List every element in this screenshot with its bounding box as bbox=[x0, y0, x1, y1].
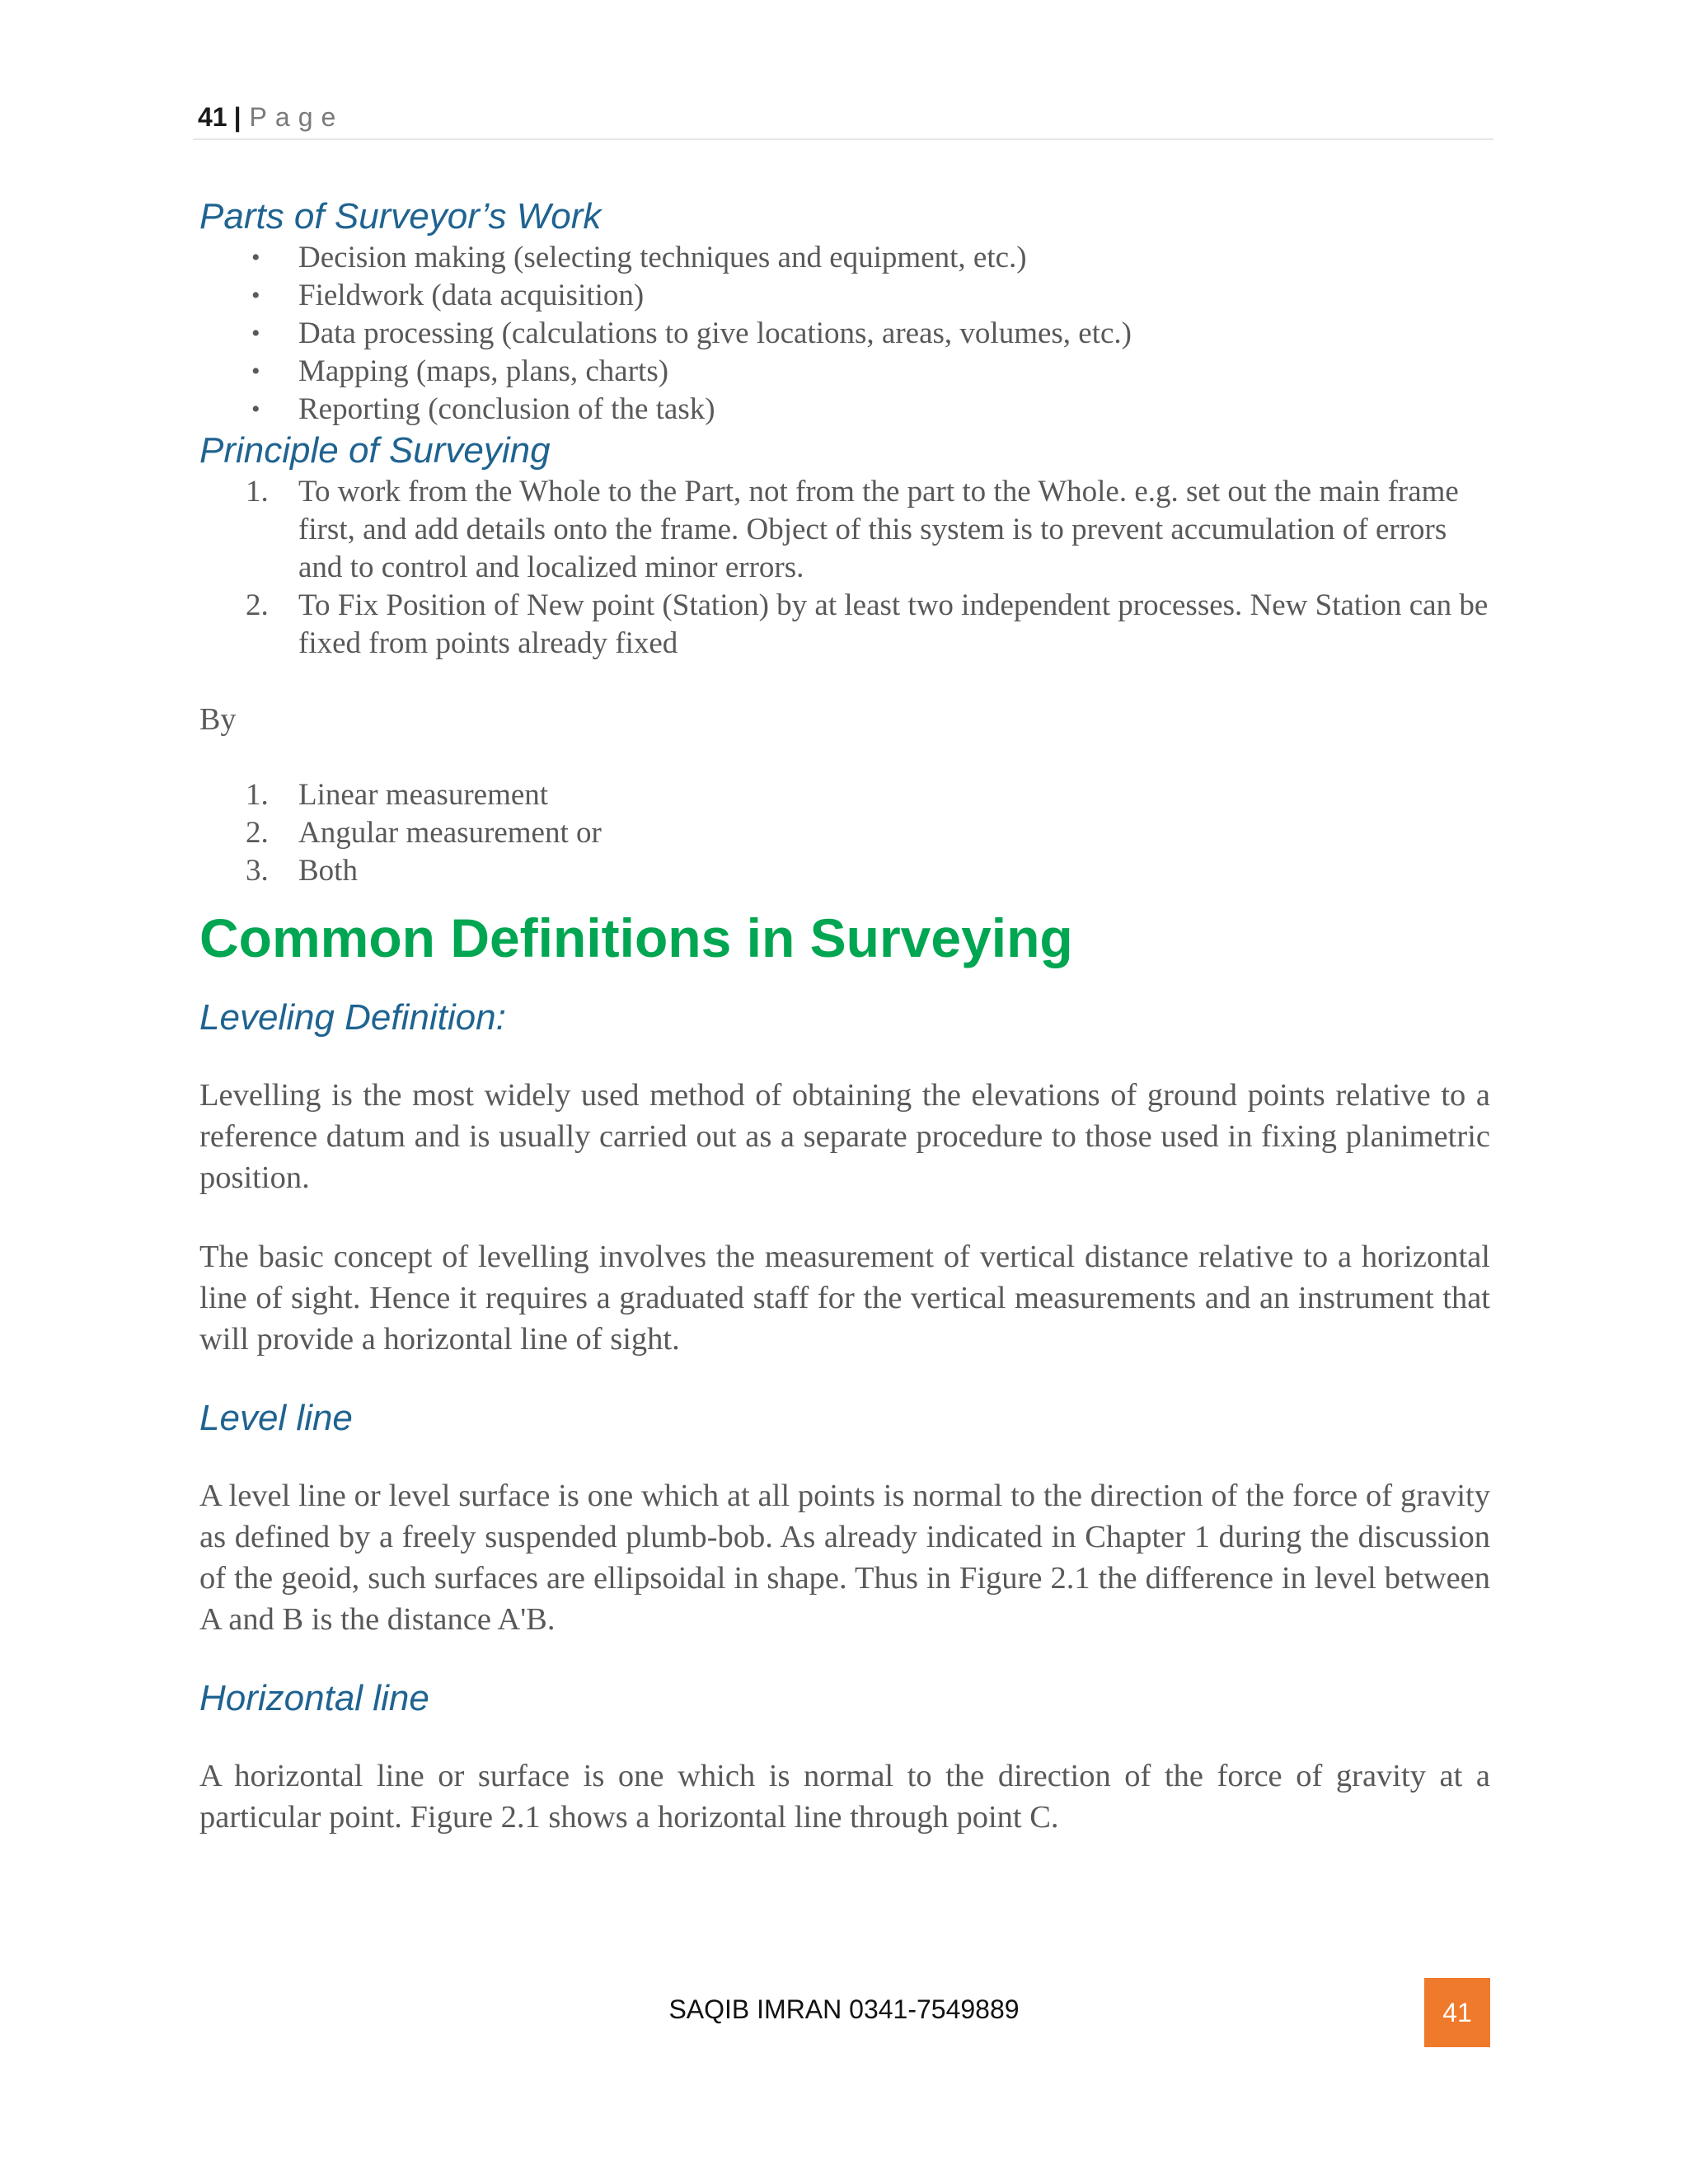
level-line-heading: Level line bbox=[199, 1398, 353, 1438]
parts-heading: Parts of Surveyor’s Work bbox=[199, 196, 602, 237]
header-page-number: 41 bbox=[198, 102, 227, 132]
bullet-icon: • bbox=[251, 320, 260, 347]
list-item: • Decision making (selecting techniques and equipment, etc.) bbox=[199, 239, 1490, 277]
footer-page-badge: 41 bbox=[1424, 1978, 1490, 2047]
list-item: • Mapping (maps, plans, charts) bbox=[199, 353, 1490, 391]
header-divider bbox=[193, 138, 1493, 140]
footer-author: SAQIB IMRAN 0341-7549889 bbox=[668, 1994, 1020, 2024]
leveling-paragraph-2: The basic concept of levelling involves the measurement of vertical distance relative to a horizontal line of sight. Hence it requires a graduated staff for the vertical measurements and an instrument that will provide a horizontal line of sight. bbox=[199, 1240, 1490, 1357]
principle-list bbox=[199, 473, 1490, 663]
bullet-icon: • bbox=[251, 282, 260, 309]
page-header bbox=[198, 101, 344, 134]
by-text: By bbox=[199, 702, 237, 737]
page-content bbox=[199, 194, 1490, 1838]
leveling-paragraph-1: Levelling is the most widely used method of obtaining the elevations of ground points relative to a reference datum and is usually carried out as a separate procedure to those used in fixing planimetric position. bbox=[199, 1078, 1490, 1195]
header-separator: | bbox=[233, 102, 241, 132]
list-item: 2. To Fix Position of New point (Station) by at least two independent processes. New Station can be fixed from points already fixed bbox=[246, 588, 1489, 660]
by-list bbox=[199, 776, 1490, 890]
list-item: 2. Angular measurement or bbox=[199, 814, 1490, 852]
list-item: • Data processing (calculations to give locations, areas, volumes, etc.) bbox=[199, 315, 1490, 353]
header-page-word: Page bbox=[249, 102, 345, 132]
bullet-icon: • bbox=[251, 244, 260, 271]
horizontal-line-heading: Horizontal line bbox=[199, 1678, 429, 1718]
level-line-paragraph: A level line or level surface is one which at all points is normal to the direction of the force of gravity as defined by a freely suspended plumb-bob. As already indicated in Chapter 1 during the discussion of the geoid, such surfaces are ellipsoidal in shape. Thus in Figure 2.1 the difference in level between A and B is the distance A'B. bbox=[199, 1479, 1490, 1637]
main-heading: Common Definitions in Surveying bbox=[199, 907, 1073, 968]
leveling-heading: Leveling Definition: bbox=[199, 997, 506, 1038]
principle-heading: Principle of Surveying bbox=[199, 430, 551, 471]
list-number: 3. bbox=[246, 854, 269, 888]
parts-list bbox=[199, 239, 1490, 429]
bullet-icon: • bbox=[251, 358, 260, 385]
list-item: 1. Linear measurement bbox=[199, 776, 1490, 814]
list-number: 2. bbox=[246, 588, 269, 622]
list-item: 3. Both bbox=[199, 852, 1490, 890]
list-number: 1. bbox=[246, 475, 269, 509]
list-item: • Fieldwork (data acquisition) bbox=[199, 277, 1490, 315]
list-number: 2. bbox=[246, 816, 269, 850]
list-item: 1. To work from the Whole to the Part, not from the part to the Whole. e.g. set out the main frame first, and add details onto the frame. Object of this system is to prevent accumulation of errors and to control and localized minor errors. bbox=[246, 475, 1459, 584]
bullet-icon: • bbox=[251, 396, 260, 423]
list-item: • Reporting (conclusion of the task) bbox=[199, 391, 1490, 429]
horizontal-line-paragraph: A horizontal line or surface is one which is normal to the direction of the force of gravity at a particular point. Figure 2.1 shows a horizontal line through point C. bbox=[199, 1759, 1490, 1835]
list-number: 1. bbox=[246, 778, 269, 812]
